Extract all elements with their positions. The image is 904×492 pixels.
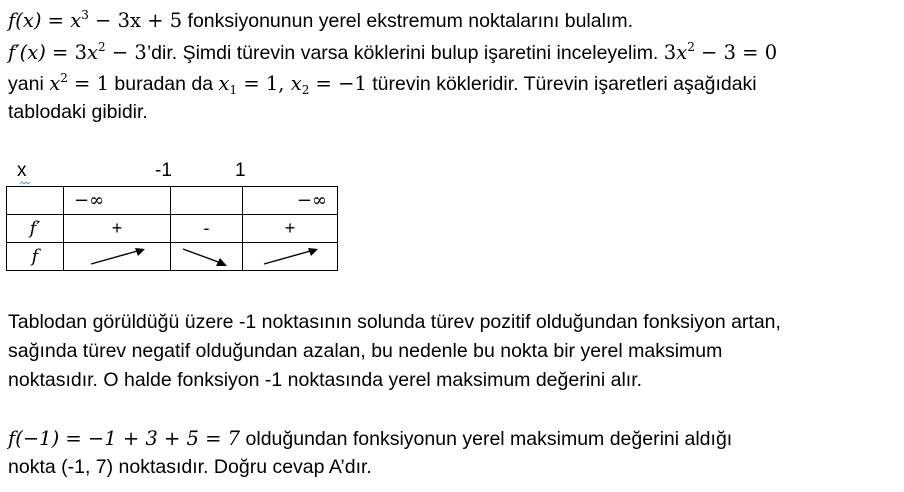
arrow-cell-1 [64,243,171,271]
paragraph-3-line-2: nokta (-1, 7) noktasıdır. Doğru cevap A’dır. [8,456,372,478]
paragraph-2-line-3: noktasıdır. O halde fonksiyon -1 noktasında yerel maksimum değerini alır. [8,369,643,391]
evaluation-expr: f(−1) = −1 + 3 + 5 = 7 [8,427,241,450]
function-label: f [7,243,64,271]
table-row-infinity [7,187,338,215]
paragraph-2-line-2: sağında türev negatif olduğundan azalan, bu nedenle bu nokta bir yerel maksimum [8,340,723,362]
arrow-down-icon [175,246,239,268]
table-header-root-1: -1 [155,160,172,181]
table-row-derivative [7,215,338,243]
derivative-label: f′ [7,215,64,243]
arrow-cell-2 [171,243,243,271]
line-1-text: fonksiyonunun yerel ekstremum noktalarını bulalım. [182,10,634,32]
table-header-root-2: 1 [235,160,246,181]
sign-cell-3: + [243,215,338,243]
table-row-function [7,243,338,271]
line-3: yani $x^2 = 1$ buradan da $x_1 = 1$, $x_2 = -1$ türevin kökleridir. Türevin işaretleri aşağıdaki [8,71,757,97]
line-1: $f(x) = x^3 - 3x + 5$ fonksiyonunun yerel ekstremum noktalarını bulalım. [8,8,634,32]
table-header-x: x [17,160,27,181]
paragraph-3-line-1: f(−1) = −1 + 3 + 5 = 7 olduğundan fonksiyonun yerel maksimum değerini aldığı [8,427,733,450]
arrow-up-icon [258,246,322,268]
function-expr: f(x) [8,9,42,32]
line-4: tablodaki gibidir. [8,101,148,123]
sign-cell-2: - [171,215,243,243]
paragraph-2-line-1: Tablodan görüldüğü üzere -1 noktasının solunda türev pozitif olduğundan fonksiyon artan, [8,311,781,333]
derivative-expr: f′(x) [8,41,46,64]
spellcheck-squiggle-icon [20,181,30,185]
pos-infinity-cell: −∞ [243,187,338,215]
sign-table [6,186,338,271]
arrow-up-icon [85,246,149,268]
line-2: $f'(x) = 3x^2$ − 3’dir. Şimdi türevin varsa köklerini bulup işaretini inceleyelim. $3x^2 - 3 = 0$ [8,40,778,64]
line-2-text: ’dir. Şimdi türevin varsa köklerini bulup işaretini inceleyelim. [146,42,664,64]
neg-infinity-cell: −∞ [64,187,171,215]
sign-cell-1: + [64,215,171,243]
arrow-cell-3 [243,243,338,271]
